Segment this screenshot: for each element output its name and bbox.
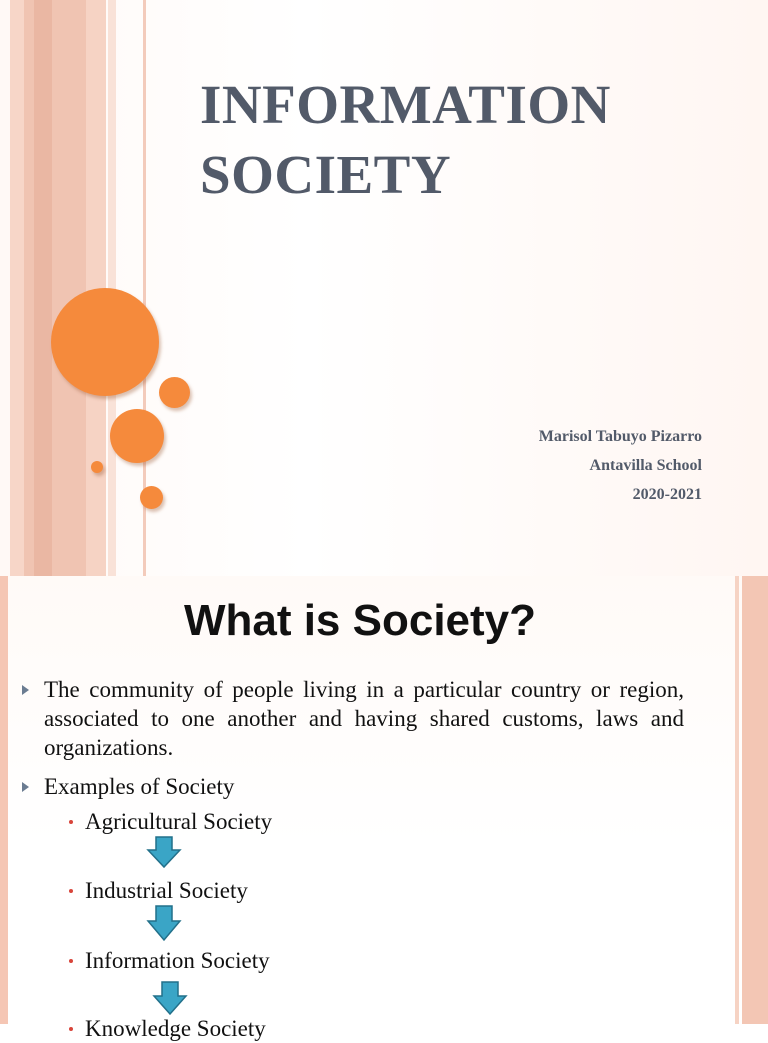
example-item: Knowledge Society bbox=[85, 1016, 266, 1041]
title-line-2: SOCIETY bbox=[200, 144, 452, 205]
right-stripe bbox=[742, 576, 768, 1024]
triangle-right-icon bbox=[22, 685, 29, 695]
decorative-circle-small bbox=[140, 486, 163, 509]
school-name: Antavilla School bbox=[589, 457, 702, 474]
red-dot-icon bbox=[69, 820, 73, 824]
slide-heading: What is Society? bbox=[183, 596, 537, 645]
red-dot-icon bbox=[69, 959, 73, 963]
definition-paragraph: The community of people living in a particular country or region, associated to one another and having shared customs, laws and organizations. bbox=[44, 677, 684, 760]
decorative-circle-large bbox=[51, 288, 159, 396]
examples-label: Examples of Society bbox=[44, 774, 235, 799]
arrow-down-icon bbox=[152, 981, 188, 1015]
arrow-down-icon bbox=[146, 836, 182, 868]
triangle-right-icon bbox=[22, 782, 29, 792]
slide-title bbox=[200, 70, 611, 210]
red-dot-icon bbox=[69, 889, 73, 893]
author-name: Marisol Tabuyo Pizarro bbox=[538, 428, 702, 445]
decorative-circle-small bbox=[159, 377, 190, 408]
example-item: Industrial Society bbox=[85, 878, 248, 903]
arrow-down-icon bbox=[146, 905, 182, 941]
school-year: 2020-2021 bbox=[632, 486, 702, 503]
decorative-circle-medium bbox=[110, 409, 164, 463]
decorative-stripes bbox=[0, 0, 150, 576]
example-item: Information Society bbox=[85, 948, 270, 973]
red-dot-icon bbox=[69, 1027, 73, 1031]
example-item: Agricultural Society bbox=[85, 809, 273, 834]
decorative-circle-tiny bbox=[91, 461, 103, 473]
right-stripe bbox=[735, 576, 739, 1024]
content-slide bbox=[0, 576, 768, 1041]
title-line-1: INFORMATION bbox=[200, 74, 611, 135]
